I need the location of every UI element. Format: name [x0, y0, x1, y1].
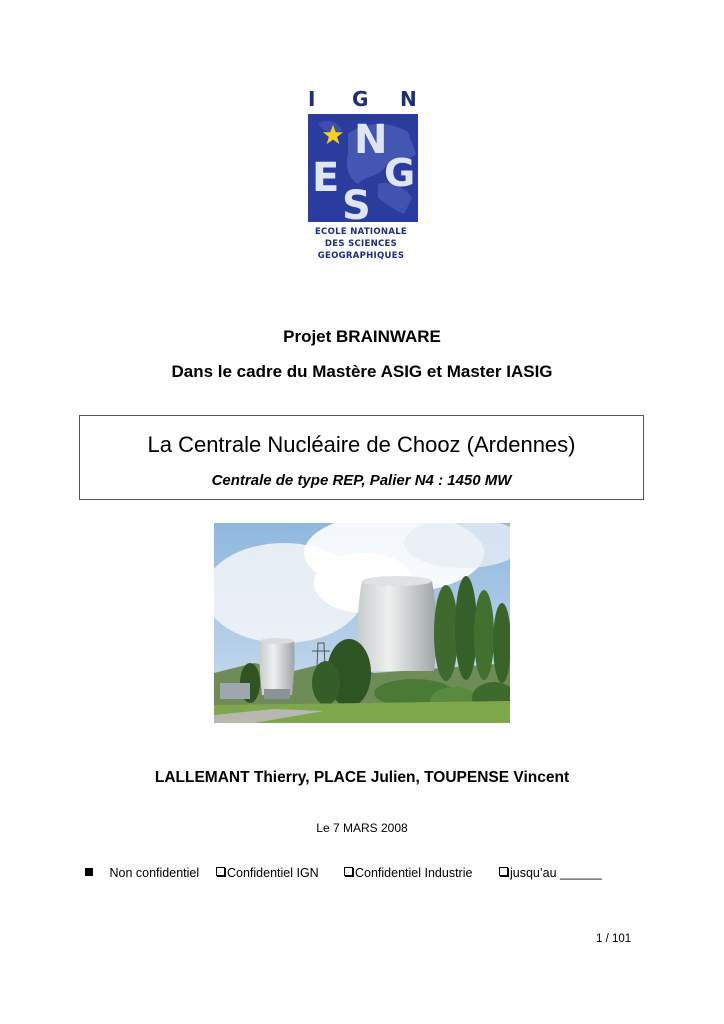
ensg-letter-n: N — [354, 117, 388, 163]
page-number: 1 / 101 — [596, 933, 632, 945]
logo-caption-line-3: GEOGRAPHIQUES — [317, 251, 405, 261]
option-label: Confidentiel Industrie — [355, 866, 473, 880]
option-label: Non confidentiel — [109, 866, 200, 880]
nuclear-plant-photo — [214, 523, 510, 723]
star-icon — [322, 124, 344, 146]
authors: LALLEMANT Thierry, PLACE Julien, TOUPENSE Vincent — [154, 769, 570, 786]
logo-letter-g: G — [352, 87, 369, 111]
option-label: Confidentiel IGN — [227, 866, 319, 880]
document-subtitle: Centrale de type REP, Palier N4 : 1450 MW — [211, 472, 512, 489]
option-confidentiel-industrie — [344, 866, 472, 880]
option-jusquau — [499, 866, 602, 880]
logo-letter-i: I — [308, 87, 316, 111]
unchecked-box-icon — [344, 867, 353, 876]
option-confidentiel-ign — [216, 866, 319, 880]
title-box — [79, 415, 644, 500]
unchecked-box-icon — [216, 867, 225, 876]
ensg-letter-g: G — [384, 151, 416, 195]
logo-letter-n: N — [400, 87, 417, 111]
document-date: Le 7 MARS 2008 — [316, 821, 408, 835]
project-title: Projet BRAINWARE — [283, 327, 441, 346]
ensg-emblem — [308, 114, 418, 222]
unchecked-box-icon — [499, 867, 508, 876]
ensg-letter-s: S — [342, 183, 371, 222]
document-title: La Centrale Nucléaire de Chooz (Ardennes) — [147, 432, 576, 457]
ign-ensg-logo — [304, 88, 418, 264]
checked-box-icon — [85, 868, 93, 876]
option-non-confidentiel — [85, 866, 199, 880]
logo-caption-line-1: ECOLE NATIONALE — [314, 227, 408, 237]
ensg-letter-e: E — [312, 155, 340, 201]
logo-caption-line-2: DES SCIENCES — [324, 239, 398, 249]
option-label: jusqu’au ______ — [510, 866, 602, 880]
project-context: Dans le cadre du Mastère ASIG et Master IASIG — [171, 362, 553, 381]
